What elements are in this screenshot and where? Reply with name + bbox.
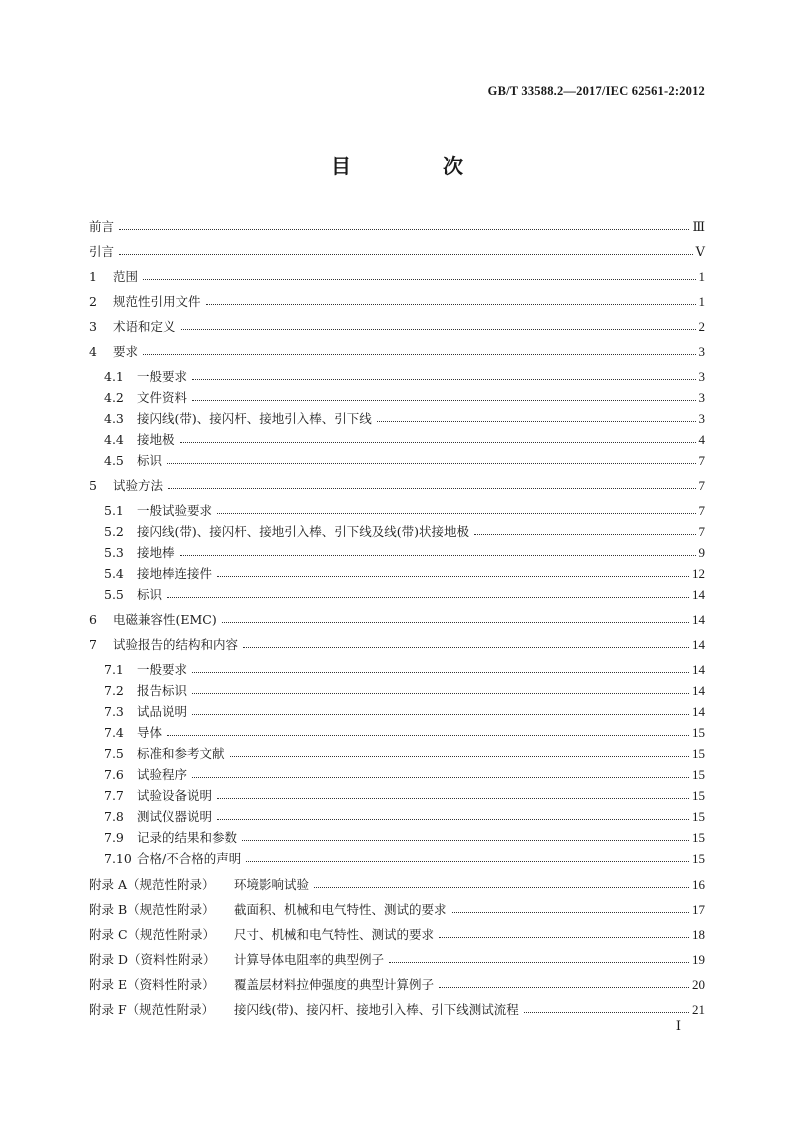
toc-entry-title: 电磁兼容性(EMC) (113, 612, 217, 627)
toc-entry-number: 4.2 (104, 390, 124, 405)
toc-entry-number: 附录 D（资料性附录） (89, 952, 216, 967)
toc-entry[interactable] (89, 636, 705, 653)
toc-entry-title: 试验方法 (113, 478, 164, 493)
toc-entry-page: 14 (692, 683, 705, 698)
toc-entry-number: 附录 A（规范性附录） (89, 877, 215, 892)
toc-entry[interactable] (89, 343, 705, 360)
toc-entry-number: 5.3 (104, 545, 124, 560)
toc-entry-label (89, 926, 434, 943)
toc-entry-title: 规范性引用文件 (113, 294, 201, 309)
toc-entry[interactable] (89, 829, 705, 846)
toc-entry-page: 15 (692, 830, 705, 845)
toc-dot-leader (181, 328, 696, 330)
toc-entry-label (89, 389, 187, 406)
toc-entry-title: 计算导体电阻率的典型例子 (234, 952, 385, 967)
toc-dot-leader (377, 420, 696, 422)
toc-entry[interactable] (89, 976, 705, 993)
toc-entry-label (89, 850, 241, 867)
toc-dot-leader (314, 886, 689, 888)
toc-dot-leader (143, 278, 695, 280)
toc-entry-page: 1 (698, 294, 705, 309)
toc-entry-label (89, 951, 384, 968)
toc-entry-number: 7.4 (104, 725, 124, 740)
toc-entry-label (89, 766, 187, 783)
toc-entry-page: 15 (692, 767, 705, 782)
toc-entry-label (89, 523, 469, 540)
toc-entry-title: 试品说明 (137, 704, 188, 719)
toc-dot-leader (180, 554, 696, 556)
toc-entry-number: 7.7 (104, 788, 124, 803)
toc-entry[interactable] (89, 544, 705, 561)
toc-entry-label (89, 976, 434, 993)
toc-entry[interactable] (89, 389, 705, 406)
toc-entry[interactable] (89, 368, 705, 385)
toc-entry-page: 14 (692, 637, 705, 652)
toc-entry-title: 引言 (89, 244, 115, 259)
toc-entry-number: 7.5 (104, 746, 124, 761)
toc-entry-page: 15 (692, 851, 705, 866)
toc-entry-number: 7.1 (104, 662, 124, 677)
toc-entry-number: 附录 E（资料性附录） (89, 977, 215, 992)
toc-entry[interactable] (89, 876, 705, 893)
toc-entry-title: 术语和定义 (113, 319, 176, 334)
toc-dot-leader (242, 839, 689, 841)
toc-dot-leader (119, 228, 689, 230)
toc-entry-label (89, 586, 162, 603)
toc-entry[interactable] (89, 661, 705, 678)
toc-entry-number: 5.4 (104, 566, 124, 581)
toc-entry-number: 7.6 (104, 767, 124, 782)
toc-entry-page: 7 (698, 503, 705, 518)
toc-entry-page: 7 (698, 478, 705, 493)
toc-entry-label (89, 703, 187, 720)
toc-dot-leader (192, 713, 689, 715)
toc-entry-title: 接闪线(带)、接闪杆、接地引入棒、引下线测试流程 (234, 1002, 519, 1017)
toc-entry-label (89, 724, 162, 741)
toc-dot-leader (192, 378, 695, 380)
toc-entry-title: 尺寸、机械和电气特性、测试的要求 (234, 927, 435, 942)
toc-entry-title: 试验设备说明 (137, 788, 213, 803)
toc-entry-number: 附录 C（规范性附录） (89, 927, 216, 942)
toc-entry-label (89, 410, 372, 427)
toc-entry-title: 一般要求 (137, 369, 188, 384)
toc-entry-page: Ⅴ (695, 244, 705, 259)
toc-dot-leader (230, 755, 689, 757)
toc-entry[interactable] (89, 766, 705, 783)
toc-entry-page: 18 (692, 927, 705, 942)
toc-dot-leader (192, 692, 689, 694)
toc-entry-number: 5.1 (104, 503, 124, 518)
toc-entry-title: 环境影响试验 (234, 877, 310, 892)
toc-entry-label (89, 243, 114, 260)
toc-entry-number: 4.3 (104, 411, 124, 426)
toc-dot-leader (524, 1011, 689, 1013)
toc-entry-title: 截面积、机械和电气特性、测试的要求 (234, 902, 447, 917)
page-number: Ⅰ (675, 1018, 681, 1033)
toc-entry-page: 3 (698, 344, 705, 359)
toc-entry[interactable] (89, 410, 705, 427)
toc-entry-page: 19 (692, 952, 705, 967)
toc-entry[interactable] (89, 452, 705, 469)
toc-entry-title: 接地棒连接件 (137, 566, 213, 581)
toc-entry-label (89, 431, 175, 448)
toc-entry-page: 16 (692, 877, 705, 892)
toc-entry-number: 7.9 (104, 830, 124, 845)
toc-entry-number: 6 (89, 612, 97, 627)
toc-entry-title: 前言 (89, 219, 115, 234)
toc-entry-page: 12 (692, 566, 705, 581)
toc-entry-number: 4 (89, 344, 97, 359)
toc-entry-number: 附录 F（规范性附录） (89, 1002, 215, 1017)
toc-entry-title: 试验报告的结构和内容 (113, 637, 239, 652)
toc-dot-leader (192, 671, 689, 673)
toc-entry-title: 接地棒 (137, 545, 175, 560)
toc-entry-label (89, 611, 217, 628)
toc-entry-page: 3 (698, 369, 705, 384)
toc-dot-leader (222, 621, 689, 623)
toc-entry-number: 7.3 (104, 704, 124, 719)
toc-entry-page: 9 (698, 545, 705, 560)
toc-entry-label (89, 565, 212, 582)
toc-entry-page: 2 (698, 319, 705, 334)
toc-dot-leader (243, 646, 689, 648)
toc-entry-number: 7.2 (104, 683, 124, 698)
toc-entry[interactable] (89, 502, 705, 519)
toc-entry[interactable] (89, 523, 705, 540)
toc-entry-title: 接闪线(带)、接闪杆、接地引入棒、引下线及线(带)状接地极 (137, 524, 470, 539)
toc-entry-page: 14 (692, 587, 705, 602)
toc-entry[interactable] (89, 477, 705, 494)
toc-entry-page: 14 (692, 662, 705, 677)
toc-entry-title: 标准和参考文献 (137, 746, 225, 761)
toc-dot-leader (167, 734, 689, 736)
toc-dot-leader (143, 353, 695, 355)
toc-entry-label (89, 808, 212, 825)
toc-entry-label (89, 745, 225, 762)
toc-dot-leader (192, 776, 689, 778)
toc-entry-title: 接地极 (137, 432, 175, 447)
toc-dot-leader (217, 797, 689, 799)
toc-entry-page: 21 (692, 1002, 705, 1017)
toc-entry[interactable] (89, 926, 705, 943)
toc-entry-label (89, 368, 187, 385)
toc-entry-page: 15 (692, 746, 705, 761)
toc-entry[interactable] (89, 1001, 705, 1018)
toc-entry[interactable] (89, 268, 705, 285)
toc-dot-leader (217, 512, 695, 514)
toc-entry-title: 覆盖层材料拉伸强度的典型计算例子 (234, 977, 435, 992)
toc-entry[interactable] (89, 745, 705, 762)
toc-entry[interactable] (89, 808, 705, 825)
toc-entry-title: 一般要求 (137, 662, 188, 677)
toc-dot-leader (167, 596, 689, 598)
toc-entry-label (89, 318, 176, 335)
toc-dot-leader (168, 487, 695, 489)
toc-entry-number: 4.4 (104, 432, 124, 447)
toc-entry-number: 7.10 (104, 851, 132, 866)
toc-entry-title: 一般试验要求 (137, 503, 213, 518)
toc-entry-number: 5.5 (104, 587, 124, 602)
toc-entry[interactable] (89, 318, 705, 335)
toc-entry-label (89, 477, 163, 494)
toc-entry-number: 7.8 (104, 809, 124, 824)
toc-entry-label (89, 452, 162, 469)
toc-entry-label (89, 661, 187, 678)
toc-entry-page: 17 (692, 902, 705, 917)
toc-dot-leader (217, 818, 689, 820)
toc-dot-leader (167, 462, 695, 464)
toc-entry-page: 1 (698, 269, 705, 284)
toc-entry-page: 7 (698, 453, 705, 468)
toc-entry-title: 标识 (137, 453, 163, 468)
toc-entry-number: 3 (89, 319, 97, 334)
toc-entry-title: 接闪线(带)、接闪杆、接地引入棒、引下线 (137, 411, 372, 426)
toc-entry[interactable] (89, 951, 705, 968)
toc-dot-leader (474, 533, 695, 535)
toc-entry-number: 4.5 (104, 453, 124, 468)
toc-entry[interactable] (89, 293, 705, 310)
toc-entry-page: 3 (698, 390, 705, 405)
toc-dot-leader (180, 441, 696, 443)
toc-entry[interactable] (89, 243, 705, 260)
toc-entry[interactable] (89, 703, 705, 720)
toc-entry-label (89, 682, 187, 699)
toc-entry[interactable] (89, 850, 705, 867)
toc-entry-page: 3 (698, 411, 705, 426)
toc-entry-label (89, 544, 175, 561)
toc-entry-page: 15 (692, 809, 705, 824)
toc-entry-title: 试验程序 (137, 767, 188, 782)
toc-entry[interactable] (89, 586, 705, 603)
toc-entry-title: 测试仪器说明 (137, 809, 213, 824)
toc-entry-page: 14 (692, 612, 705, 627)
toc-dot-leader (192, 399, 695, 401)
toc-entry-page: Ⅲ (692, 219, 705, 234)
toc-entry-number: 5.2 (104, 524, 124, 539)
toc-entry[interactable] (89, 218, 705, 235)
toc-entry-page: 7 (698, 524, 705, 539)
toc-entry[interactable] (89, 611, 705, 628)
toc-dot-leader (439, 936, 689, 938)
toc-entry[interactable] (89, 431, 705, 448)
toc-entry-title: 文件资料 (137, 390, 188, 405)
page-title: 目 次 (331, 154, 499, 178)
toc-entry[interactable] (89, 565, 705, 582)
toc-entry-page: 15 (692, 725, 705, 740)
toc-entry[interactable] (89, 682, 705, 699)
toc-entry-title: 标识 (137, 587, 163, 602)
toc-entry-number: 7 (89, 637, 97, 652)
toc-entry-title: 合格/不合格的声明 (137, 851, 242, 866)
toc-entry-page: 15 (692, 788, 705, 803)
toc-dot-leader (217, 575, 689, 577)
toc-dot-leader (206, 303, 696, 305)
toc-dot-leader (439, 986, 689, 988)
toc-entry-page: 20 (692, 977, 705, 992)
toc-dot-leader (246, 860, 689, 862)
toc-dot-leader (452, 911, 689, 913)
toc-entry-page: 14 (692, 704, 705, 719)
toc-entry-label (89, 876, 309, 893)
toc-entry-page: 4 (698, 432, 705, 447)
toc-entry-number: 2 (89, 294, 97, 309)
toc-entry-label (89, 829, 237, 846)
toc-entry-number: 1 (89, 269, 97, 284)
toc-entry-title: 范围 (113, 269, 139, 284)
toc-entry-number: 附录 B（规范性附录） (89, 902, 215, 917)
toc-entry-label (89, 901, 447, 918)
toc-dot-leader (389, 961, 689, 963)
toc-entry-title: 报告标识 (137, 683, 188, 698)
standard-code-header: GB/T 33588.2—2017/IEC 62561-2:2012 (487, 84, 705, 98)
toc-entry-label (89, 343, 138, 360)
toc-entry-label (89, 1001, 519, 1018)
toc-entry-label (89, 268, 138, 285)
toc-entry-label (89, 636, 238, 653)
toc-entry-title: 要求 (113, 344, 139, 359)
toc-entry-number: 5 (89, 478, 97, 493)
toc-dot-leader (119, 253, 693, 255)
toc-entry-label (89, 502, 212, 519)
toc-entry-label (89, 218, 114, 235)
toc-entry-label (89, 787, 212, 804)
toc-entry[interactable] (89, 787, 705, 804)
toc-entry-number: 4.1 (104, 369, 124, 384)
toc-entry-title: 导体 (137, 725, 163, 740)
toc-entry[interactable] (89, 724, 705, 741)
toc-entry-title: 记录的结果和参数 (137, 830, 238, 845)
toc-entry-label (89, 293, 201, 310)
toc-entry[interactable] (89, 901, 705, 918)
